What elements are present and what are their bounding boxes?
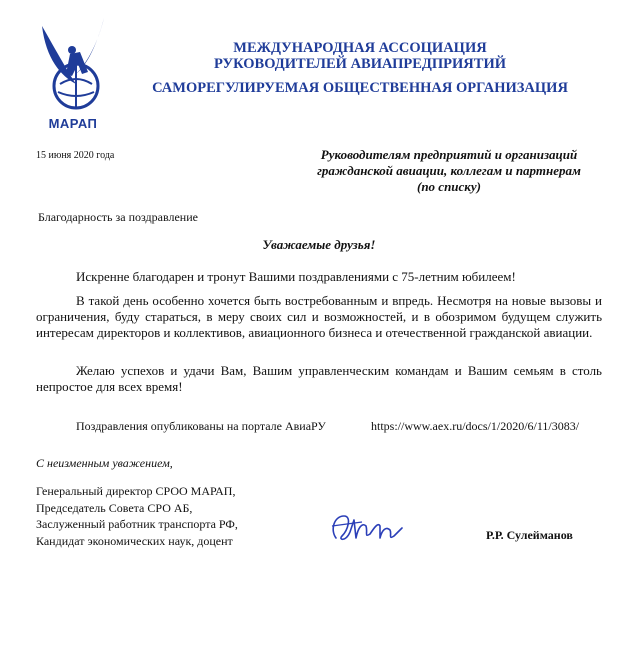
org-name-line2: РУКОВОДИТЕЛЕЙ АВИАПРЕДПРИЯТИЙ <box>213 56 506 72</box>
greeting: Уважаемые друзья! <box>262 237 376 252</box>
body-paragraph: В такой день особенно хочется быть востребованным и впредь. Несмотря на новые вызовы и ограничения, буду стараться, в меру своих сил и возможностей, и в обозримом будущем служить интересам директоров и коллективов, авиационного бизнеса и отечественной гражданской авиации. <box>36 293 602 340</box>
signer-title-line: Председатель Совета СРО АБ, <box>36 500 193 515</box>
org-name-line1: МЕЖДУНАРОДНАЯ АССОЦИАЦИЯ <box>233 40 487 56</box>
body-paragraph: Желаю успехов и удачи Вам, Вашим управленческим командам и Вашим семьям в столь непростое для всех время! <box>36 363 602 394</box>
addressee-line: (по списку) <box>417 179 481 194</box>
marap-logo <box>36 14 110 132</box>
org-name-line3: САМОРЕГУЛИРУЕМАЯ ОБЩЕСТВЕННАЯ ОРГАНИЗАЦИЯ <box>152 80 568 96</box>
letter-date: 15 июня 2020 года <box>36 150 115 161</box>
signer-title-line: Кандидат экономических наук, доцент <box>36 533 233 548</box>
signer-title-line: Заслуженный работник транспорта РФ, <box>36 517 238 531</box>
addressee-line: Руководителям предприятий и организаций <box>320 147 578 162</box>
letter-subject: Благодарность за поздравление <box>38 210 198 224</box>
signer-title-line: Генеральный директор СРОО МАРАП, <box>36 484 236 498</box>
addressee-block <box>300 147 598 195</box>
portal-link[interactable]: https://www.aex.ru/docs/1/2020/6/11/3083/ <box>371 419 580 433</box>
signer-titles <box>36 483 238 549</box>
handwritten-signature <box>328 508 406 548</box>
logo-text: МАРАП <box>48 116 98 131</box>
signer-name: Р.Р. Сулейманов <box>486 528 573 542</box>
closing-phrase: С неизменным уважением, <box>36 456 173 470</box>
addressee-line: гражданской авиации, коллегам и партнерам <box>317 163 581 178</box>
body-paragraph: Искренне благодарен и тронут Вашими поздравлениями с 75-летним юбилеем! <box>76 269 516 284</box>
portal-note: Поздравления опубликованы на портале АвиаРУ <box>76 419 326 433</box>
marap-emblem-icon <box>36 14 110 118</box>
